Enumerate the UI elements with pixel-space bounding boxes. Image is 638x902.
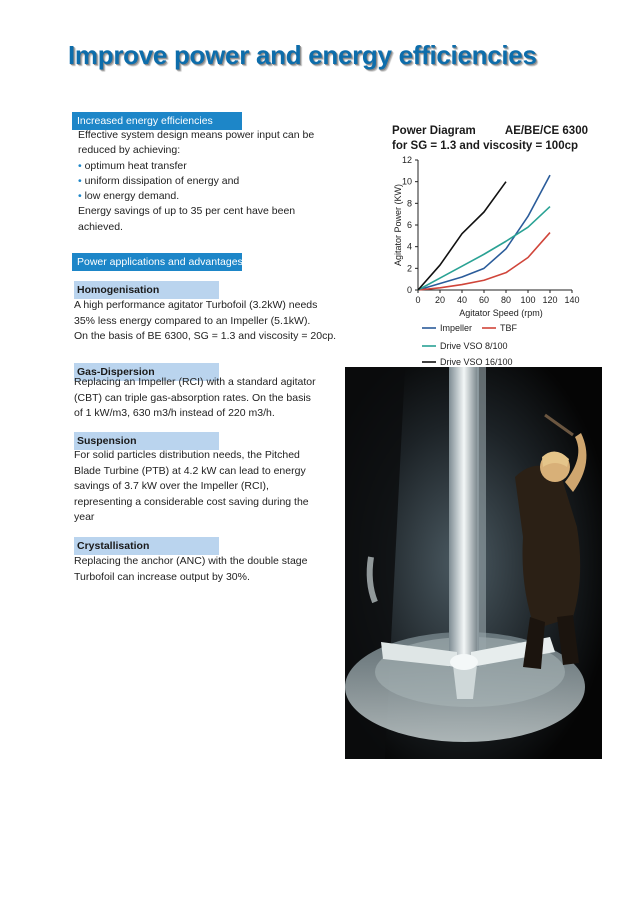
legend-label: Drive VSO 16/100: [440, 357, 513, 367]
bullet-icon: •: [78, 174, 85, 187]
intro-bullet-text: low energy demand.: [84, 190, 180, 203]
section-line: of 1 kW/m3, 630 m3/h instead of 220 m3/h.: [74, 407, 275, 420]
page-title: Improve power and energy efficiencies: [68, 40, 537, 70]
section-heading-suspension: Suspension: [74, 432, 219, 450]
section-text-gas-dispersion: [74, 375, 342, 422]
intro-bullet: [78, 159, 343, 174]
section-line: On the basis of BE 6300, SG = 1.3 and viscosity = 20cp.: [74, 330, 337, 343]
chart-title-row: [392, 124, 588, 139]
x-tick-label: 40: [456, 295, 468, 305]
y-tick-label: 0: [406, 285, 412, 295]
y-tick-label: 6: [406, 220, 412, 230]
section-line: (CBT) can triple gas-absorption rates. On the basis: [74, 391, 311, 404]
intro-bullet: [78, 174, 343, 189]
intro-bullet: [78, 189, 343, 204]
y-tick-label: 2: [406, 263, 412, 274]
section-line: representing a considerable cost saving during the: [74, 495, 309, 508]
energy-efficiencies-banner: Increased energy efficiencies: [72, 112, 242, 130]
chart-title-left: Power Diagram: [392, 125, 476, 137]
x-axis-label: Agitator Speed (rpm): [459, 308, 543, 318]
y-axis-label: Agitator Power (KW): [393, 183, 403, 267]
agitator-photo-illustration: [345, 367, 602, 759]
x-tick-label: 60: [478, 295, 490, 305]
section-heading-homogenisation: Homogenisation: [74, 281, 219, 299]
section-line: savings of 3.7 kW over the Impeller (RCI),: [74, 480, 269, 493]
section-line: Blade Turbine (PTB) at 4.2 kW can lead to energy: [74, 464, 306, 477]
y-tick-label: 12: [401, 155, 412, 165]
x-tick-label: 20: [434, 295, 446, 305]
x-tick-label: 80: [500, 295, 512, 305]
x-tick-label: 140: [564, 295, 580, 305]
series-line: [418, 233, 550, 290]
bullet-icon: •: [78, 190, 85, 203]
applications-banner: Power applications and advantages: [72, 253, 242, 271]
series-line: [418, 182, 506, 290]
section-heading-crystallisation: Crystallisation: [74, 537, 219, 555]
intro-lead: Effective system design means power input can be reduced by achieving:: [78, 129, 315, 157]
section-text-suspension: [74, 448, 342, 526]
legend-label: Drive VSO 8/100: [440, 341, 508, 351]
legend-label: Impeller: [440, 323, 473, 333]
section-line: Replacing an Impeller (RCI) with a standard agitator: [74, 376, 316, 388]
intro-closing: Energy savings of up to 35 per cent have been achieved.: [78, 205, 296, 233]
section-line: A high performance agitator Turbofoil (3.2kW) needs: [74, 299, 318, 311]
section-line: Turbofoil can increase output by 30%.: [74, 570, 250, 583]
legend-label: TBF: [500, 323, 517, 333]
x-tick-label: 100: [520, 295, 536, 305]
intro-bullet-text: optimum heat transfer: [84, 159, 187, 172]
section-text-crystallisation: [74, 554, 342, 585]
section-heading-gas-dispersion: Gas-Dispersion: [74, 363, 219, 381]
section-line: 35% less energy compared to an Impeller (5.1kW).: [74, 314, 311, 327]
section-text-homogenisation: [74, 298, 342, 345]
y-tick-label: 4: [406, 241, 412, 252]
power-diagram-chart: [380, 150, 610, 370]
x-tick-label: 0: [415, 295, 421, 305]
section-line: Replacing the anchor (ANC) with the double stage: [74, 555, 308, 567]
y-tick-label: 10: [401, 176, 412, 187]
chart-title-right: AE/BE/CE 6300: [504, 125, 588, 137]
y-tick-label: 8: [406, 198, 412, 209]
series-line: [418, 207, 550, 290]
bullet-icon: •: [78, 159, 85, 172]
section-line: year: [74, 511, 95, 524]
chart-title-line2: for SG = 1.3 and viscosity = 100cp: [392, 140, 579, 152]
intro-text: [78, 128, 343, 235]
intro-bullet-text: uniform dissipation of energy and: [84, 174, 240, 187]
x-tick-label: 120: [542, 295, 558, 305]
intro-bullet-list: [78, 159, 343, 205]
series-line: [418, 175, 550, 290]
agitator-photo: [345, 367, 602, 759]
section-line: For solid particles distribution needs, the Pitched: [74, 449, 300, 461]
